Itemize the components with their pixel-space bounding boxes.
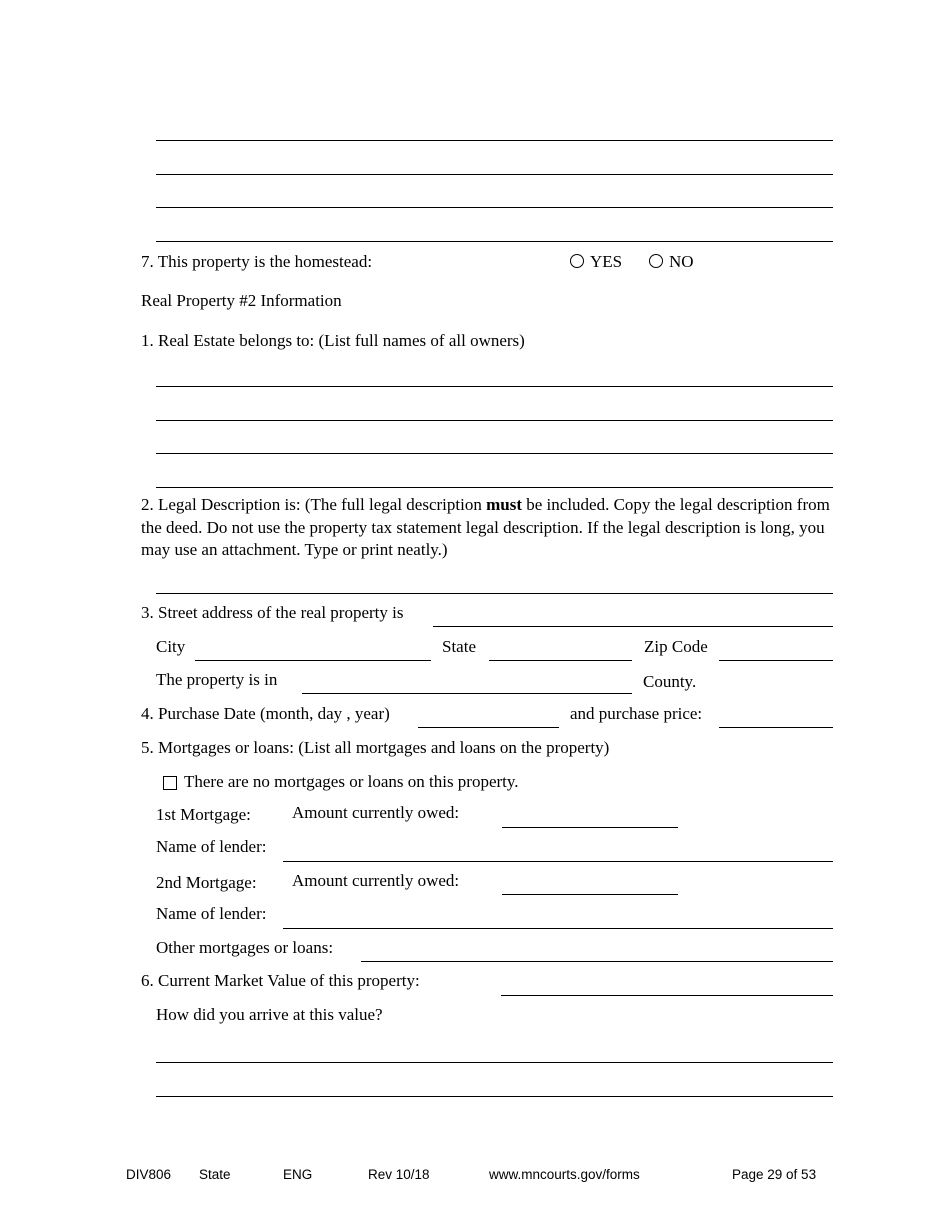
purchase-price-label: and purchase price:: [570, 704, 703, 723]
footer-revision: Rev 10/18: [368, 1167, 430, 1182]
market-value-label: 6. Current Market Value of this property:: [141, 971, 420, 990]
homestead-question: 7. This property is the homestead:: [141, 252, 373, 271]
second-mortgage-label: 2nd Mortgage:: [156, 873, 257, 892]
no-mortgages-checkbox[interactable]: [163, 776, 177, 790]
other-mortgages-label: Other mortgages or loans:: [156, 938, 334, 957]
city-label: City: [156, 637, 186, 656]
other-mortgages-line[interactable]: [361, 961, 833, 962]
purchase-date-line[interactable]: [418, 727, 559, 728]
homestead-yes-label: YES: [590, 252, 623, 271]
owners-line-2[interactable]: [156, 420, 833, 421]
how-arrive-line-1[interactable]: [156, 1062, 833, 1063]
yes-radio-icon[interactable]: [570, 254, 584, 268]
prior-answer-line-3[interactable]: [156, 207, 833, 208]
county-suffix: County.: [643, 672, 697, 691]
footer-website[interactable]: www.mncourts.gov/forms: [489, 1167, 640, 1182]
how-arrive-label: How did you arrive at this value?: [156, 1005, 383, 1024]
market-value-line[interactable]: [501, 995, 833, 996]
mortgages-question: 5. Mortgages or loans: (List all mortgages and loans on the property): [141, 738, 610, 757]
no-radio-icon[interactable]: [649, 254, 663, 268]
property2-heading: Real Property #2 Information: [141, 291, 342, 310]
first-amount-owed-line[interactable]: [502, 827, 678, 828]
owners-line-3[interactable]: [156, 453, 833, 454]
first-lender-line[interactable]: [283, 861, 833, 862]
legal-description-line[interactable]: [156, 593, 833, 594]
legal-description-question: [141, 494, 831, 562]
purchase-date-label: 4. Purchase Date (month, day , year): [141, 704, 390, 723]
footer-language: ENG: [283, 1167, 313, 1182]
footer-page-number: Page 29 of 53: [732, 1167, 817, 1182]
owners-question: 1. Real Estate belongs to: (List full names of all owners): [141, 331, 525, 350]
owners-line-1[interactable]: [156, 386, 833, 387]
legal-must: must: [486, 495, 523, 514]
first-amount-owed-label: Amount currently owed:: [292, 803, 460, 822]
second-amount-owed-label: Amount currently owed:: [292, 871, 460, 890]
footer-form-id: DIV806: [126, 1167, 172, 1182]
county-prefix: The property is in: [156, 670, 278, 689]
legal-before: 2. Legal Description is: (The full legal description: [141, 495, 487, 514]
first-lender-label: Name of lender:: [156, 837, 267, 856]
county-line[interactable]: [302, 693, 632, 694]
homestead-no-option[interactable]: [649, 252, 694, 272]
second-lender-label: Name of lender:: [156, 904, 267, 923]
prior-answer-line-1[interactable]: [156, 140, 833, 141]
owners-line-4[interactable]: [156, 487, 833, 488]
second-lender-line[interactable]: [283, 928, 833, 929]
street-address-label: 3. Street address of the real property is: [141, 603, 404, 622]
prior-answer-line-4[interactable]: [156, 241, 833, 242]
zip-label: Zip Code: [644, 637, 708, 656]
how-arrive-line-2[interactable]: [156, 1096, 833, 1097]
no-mortgages-label: There are no mortgages or loans on this property.: [184, 772, 519, 791]
purchase-price-line[interactable]: [719, 727, 833, 728]
footer-jurisdiction: State: [199, 1167, 231, 1182]
homestead-no-label: NO: [669, 252, 694, 271]
zip-line[interactable]: [719, 660, 833, 661]
city-line[interactable]: [195, 660, 431, 661]
homestead-yes-option[interactable]: [570, 252, 622, 272]
state-line[interactable]: [489, 660, 632, 661]
second-amount-owed-line[interactable]: [502, 894, 678, 895]
street-address-line[interactable]: [433, 626, 833, 627]
state-label: State: [442, 637, 476, 656]
legal-after: be included. Copy the legal description from the deed. Do not use the property tax statement legal description. If the legal description is long, you may use an attachment. Type or print neatly.): [141, 495, 830, 559]
prior-answer-line-2[interactable]: [156, 174, 833, 175]
first-mortgage-label: 1st Mortgage:: [156, 805, 251, 824]
